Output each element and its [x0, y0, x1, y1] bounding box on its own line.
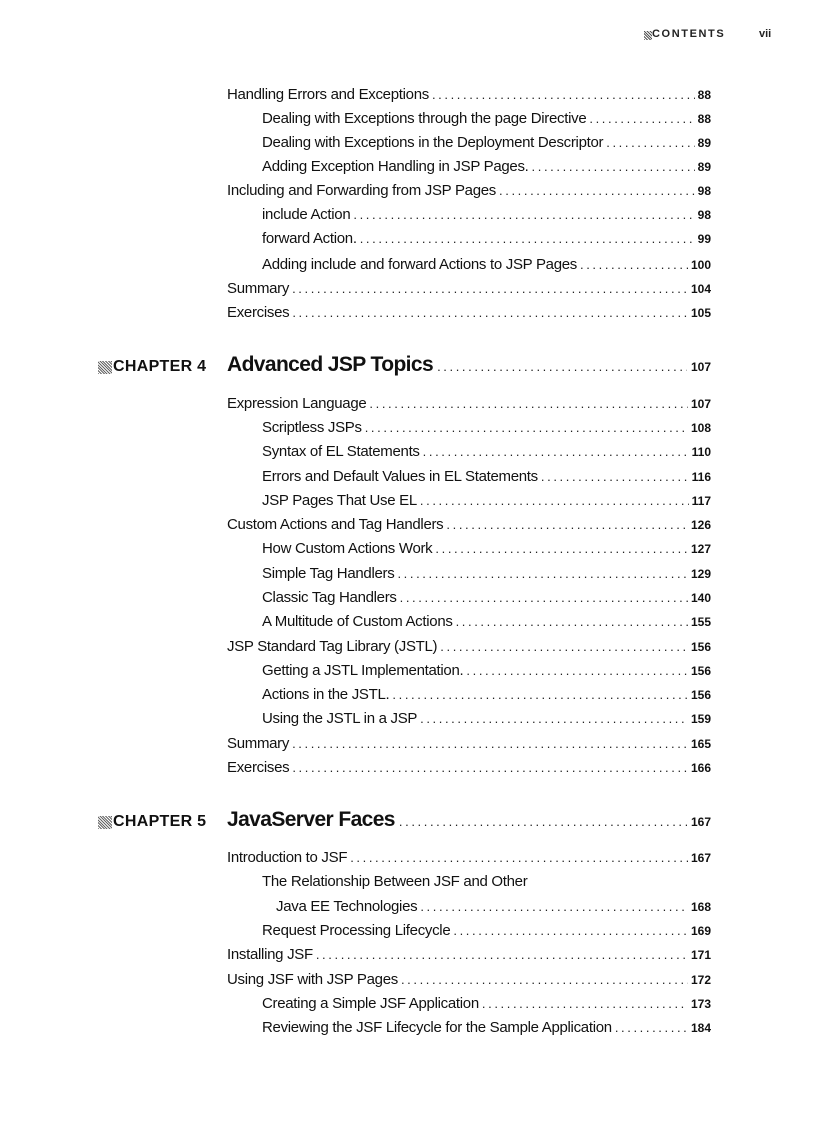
dot-leader [532, 159, 695, 174]
entry-title: Including and Forwarding from JSP Pages [227, 182, 497, 199]
toc-entry[interactable] [262, 206, 711, 228]
dot-leader [292, 305, 688, 320]
chapter-label [98, 811, 206, 833]
dot-leader [292, 736, 688, 751]
entry-title: Summary [227, 280, 290, 297]
entry-page: 110 [691, 445, 711, 459]
entry-page: 166 [690, 761, 711, 775]
toc-entry[interactable] [262, 710, 711, 732]
toc-entry[interactable] [262, 922, 711, 944]
dot-leader [399, 814, 687, 829]
toc-entry[interactable] [262, 230, 711, 252]
toc-entry[interactable] [262, 613, 711, 635]
entry-page: 98 [697, 184, 711, 198]
chapter-heading[interactable] [227, 353, 711, 379]
entry-title: Handling Errors and Exceptions [227, 86, 429, 103]
dot-leader [541, 469, 689, 484]
entry-page: 108 [690, 421, 711, 435]
toc-entry[interactable] [262, 419, 711, 441]
entry-page: 171 [690, 948, 711, 962]
entry-title: Custom Actions and Tag Handlers [227, 516, 444, 533]
entry-title: Dealing with Exceptions in the Deployment Descriptor [262, 134, 604, 151]
entry-title: Summary [227, 735, 290, 752]
entry-title: Creating a Simple JSF Application [262, 995, 479, 1012]
toc-entry[interactable] [262, 686, 711, 708]
entry-page: 126 [690, 518, 711, 532]
dot-leader [397, 566, 688, 581]
dot-leader [482, 996, 688, 1011]
dot-leader [360, 231, 695, 246]
toc-entry[interactable] [227, 304, 711, 326]
entry-page: 88 [697, 88, 711, 102]
entry-title: JSP Pages That Use EL [262, 492, 417, 509]
entry-page: 167 [690, 851, 711, 865]
dot-leader [420, 899, 688, 914]
toc-entry[interactable] [227, 849, 711, 871]
header-hatch-mark [644, 31, 652, 40]
entry-page: 100 [690, 258, 711, 272]
entry-title: Syntax of EL Statements [262, 443, 420, 460]
dot-leader [456, 614, 688, 629]
toc-entry[interactable] [262, 873, 527, 895]
chapter-hatch-mark [98, 816, 112, 829]
toc-entry[interactable] [227, 516, 711, 538]
entry-title: The Relationship Between JSF and Other [262, 873, 528, 890]
entry-title: Expression Language [227, 395, 367, 412]
dot-leader [580, 257, 688, 272]
entry-page: 127 [690, 542, 711, 556]
chapter-title: Advanced JSP Topics [227, 353, 434, 376]
dot-leader [292, 281, 688, 296]
chapter-page: 107 [690, 360, 711, 374]
entry-page: 89 [697, 136, 711, 150]
entry-page: 140 [690, 591, 711, 605]
entry-page: 116 [691, 470, 711, 484]
toc-entry[interactable] [262, 134, 711, 156]
entry-page: 172 [690, 973, 711, 987]
entry-page: 117 [691, 494, 711, 508]
entry-title: Exercises [227, 759, 290, 776]
toc-entry[interactable] [262, 158, 711, 180]
entry-title: Installing JSF [227, 946, 313, 963]
entry-title: Adding Exception Handling in JSP Pages. [262, 158, 529, 175]
entry-page: 169 [690, 924, 711, 938]
dot-leader [466, 663, 688, 678]
entry-title: Actions in the JSTL. [262, 686, 390, 703]
dot-leader [316, 947, 688, 962]
entry-title: Using JSF with JSP Pages [227, 971, 398, 988]
entry-title: How Custom Actions Work [262, 540, 433, 557]
dot-leader [420, 711, 688, 726]
entry-title: Errors and Default Values in EL Statements [262, 468, 538, 485]
toc-entry[interactable] [227, 946, 711, 968]
entry-title: Classic Tag Handlers [262, 589, 397, 606]
dot-leader [350, 850, 688, 865]
toc-entry[interactable] [262, 492, 711, 514]
toc-entry[interactable] [227, 759, 711, 781]
toc-entry[interactable] [276, 898, 711, 920]
dot-leader [401, 972, 688, 987]
entry-title: Getting a JSTL Implementation. [262, 662, 464, 679]
toc-entry[interactable] [262, 443, 711, 465]
entry-page: 88 [697, 112, 711, 126]
entry-page: 107 [690, 397, 711, 411]
dot-leader [589, 111, 694, 126]
entry-page: 155 [690, 615, 711, 629]
entry-page: 89 [697, 160, 711, 174]
dot-leader [435, 541, 688, 556]
dot-leader [437, 359, 687, 374]
toc-entry[interactable] [227, 735, 711, 757]
entry-title: Adding include and forward Actions to JSP Pages [262, 256, 577, 273]
dot-leader [369, 396, 688, 411]
dot-leader [292, 760, 688, 775]
toc-entry[interactable] [227, 182, 711, 204]
running-header [0, 28, 816, 44]
toc-entry[interactable] [227, 86, 711, 108]
entry-page: 156 [690, 688, 711, 702]
toc-entry[interactable] [262, 662, 711, 684]
chapter-title: JavaServer Faces [227, 808, 395, 831]
entry-page: 156 [690, 664, 711, 678]
entry-page: 129 [690, 567, 711, 581]
chapter-number: CHAPTER 5 [113, 813, 207, 830]
entry-title: Reviewing the JSF Lifecycle for the Sample Application [262, 1019, 612, 1036]
dot-leader [392, 687, 688, 702]
toc-entry[interactable] [262, 589, 711, 611]
entry-page: 165 [690, 737, 711, 751]
toc-entry[interactable] [227, 971, 711, 993]
dot-leader [353, 207, 694, 222]
toc-entry[interactable] [262, 1019, 711, 1041]
chapter-page: 167 [690, 815, 711, 829]
chapter-hatch-mark [98, 361, 112, 374]
entry-title: Exercises [227, 304, 290, 321]
toc-entry[interactable] [262, 540, 711, 562]
dot-leader [420, 493, 689, 508]
entry-title: JSP Standard Tag Library (JSTL) [227, 638, 438, 655]
dot-leader [432, 87, 695, 102]
toc-entry[interactable] [227, 395, 711, 417]
dot-leader [440, 639, 688, 654]
dot-leader [453, 923, 688, 938]
entry-title: A Multitude of Custom Actions [262, 613, 453, 630]
entry-page: 104 [690, 282, 711, 296]
entry-page: 99 [697, 232, 711, 246]
chapter-number: CHAPTER 4 [113, 358, 207, 375]
entry-title: Using the JSTL in a JSP [262, 710, 418, 727]
entry-page: 168 [690, 900, 711, 914]
entry-page: 184 [690, 1021, 711, 1035]
entry-page: 156 [690, 640, 711, 654]
entry-title: include Action [262, 206, 351, 223]
chapter-heading[interactable] [227, 808, 711, 834]
dot-leader [606, 135, 694, 150]
dot-leader [615, 1020, 688, 1035]
dot-leader [400, 590, 688, 605]
toc-entry[interactable] [227, 638, 711, 660]
toc-entry[interactable] [262, 565, 711, 587]
toc-entry[interactable] [262, 468, 711, 490]
dot-leader [446, 517, 688, 532]
entry-title: Simple Tag Handlers [262, 565, 395, 582]
entry-page: 105 [690, 306, 711, 320]
chapter-label [98, 356, 206, 378]
entry-page: 173 [690, 997, 711, 1011]
dot-leader [365, 420, 688, 435]
entry-title: Java EE Technologies [276, 898, 418, 915]
entry-title: forward Action. [262, 230, 357, 247]
dot-leader [499, 183, 695, 198]
dot-leader [423, 444, 689, 459]
entry-title: Scriptless JSPs [262, 419, 362, 436]
toc-entry[interactable] [262, 110, 711, 132]
entry-title: Dealing with Exceptions through the page Directive [262, 110, 587, 127]
toc-entry[interactable] [227, 280, 711, 302]
page-number: vii [759, 28, 772, 40]
entry-title: Request Processing Lifecycle [262, 922, 451, 939]
entry-page: 98 [697, 208, 711, 222]
toc-entry[interactable] [262, 256, 711, 278]
entry-title: Introduction to JSF [227, 849, 348, 866]
entry-page: 159 [690, 712, 711, 726]
toc-entry[interactable] [262, 995, 711, 1017]
section-label: CONTENTS [652, 28, 726, 40]
